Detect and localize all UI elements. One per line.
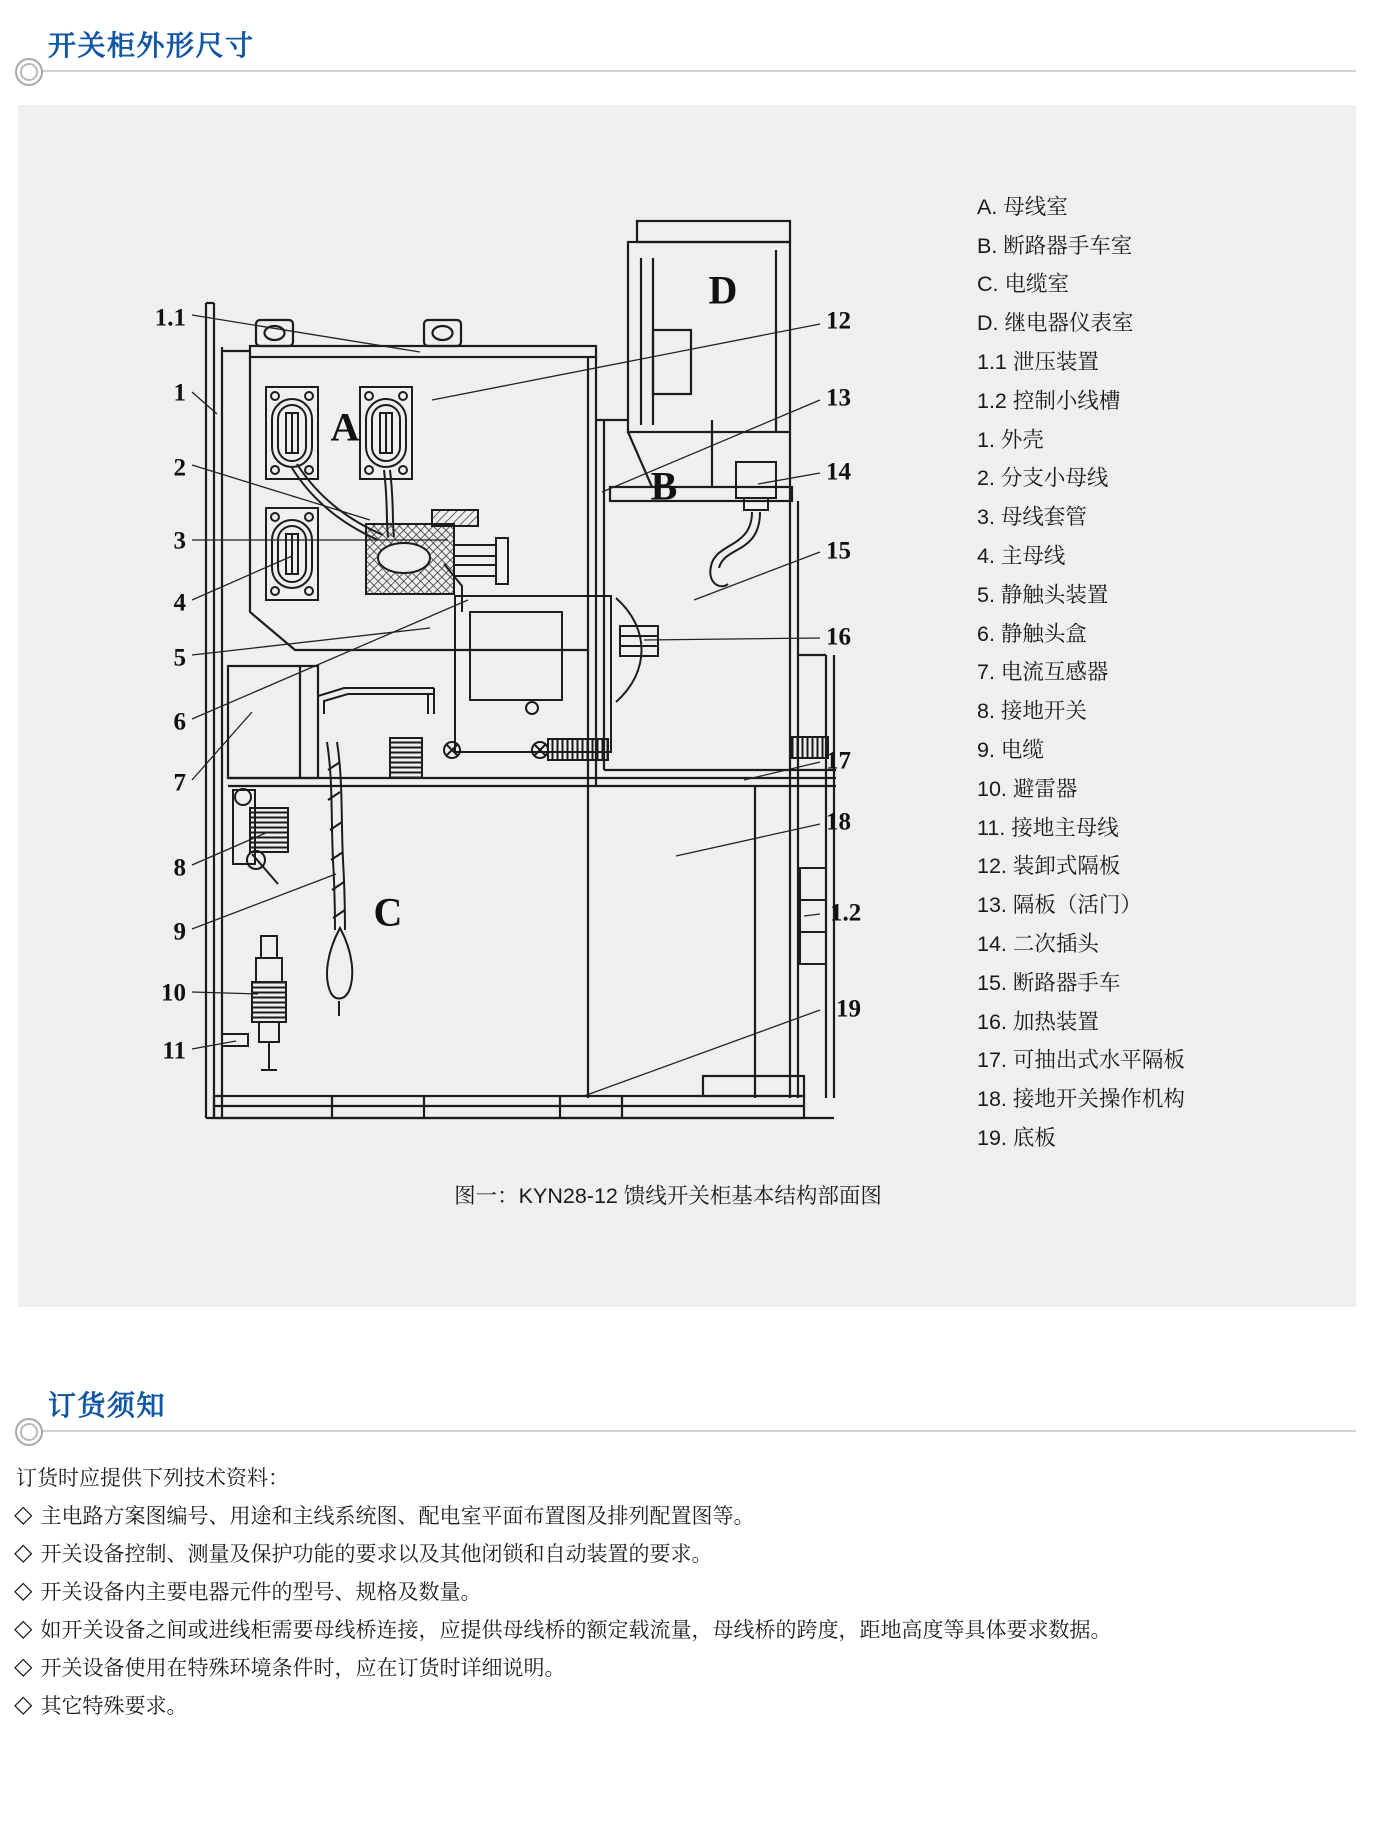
callout-9: 9: [173, 918, 186, 946]
callout-6: 6: [173, 708, 186, 736]
diamond-bullet-icon: ◇: [14, 1539, 33, 1566]
section-title-ordering: 订货须知: [48, 1390, 167, 1421]
legend-item: 13. 隔板（活门）: [977, 893, 1142, 918]
compartment-letter-c: C: [373, 889, 403, 935]
callout-12: 12: [826, 307, 851, 335]
callout-13: 13: [826, 384, 851, 412]
callout-11: 11: [162, 1037, 186, 1065]
callout-10: 10: [161, 979, 186, 1007]
legend-item: 19. 底板: [977, 1126, 1056, 1151]
callout-2: 2: [173, 454, 186, 482]
legend-item: 1.1 泄压装置: [977, 350, 1099, 375]
callout-15: 15: [826, 537, 851, 565]
section-title-dimensions: 开关柜外形尺寸: [48, 30, 255, 61]
compartment-letter-b: B: [650, 463, 678, 509]
legend-item: 2. 分支小母线: [977, 466, 1109, 491]
legend-item: C. 电缆室: [977, 272, 1069, 297]
ordering-item-text: 开关设备使用在特殊环境条件时，应在订货时详细说明。: [40, 1657, 566, 1680]
ordering-item: [14, 1652, 565, 1682]
legend-item: A. 母线室: [977, 194, 1068, 219]
callout-5: 5: [173, 644, 186, 672]
legend-item: 5. 静触头装置: [977, 582, 1109, 607]
legend-item: 11. 接地主母线: [977, 815, 1119, 840]
legend-item: 16. 加热装置: [977, 1009, 1099, 1034]
legend-item: 17. 可抽出式水平隔板: [977, 1048, 1185, 1073]
callout-14: 14: [826, 458, 851, 486]
ordering-item: [14, 1538, 712, 1568]
figure-panel: [18, 105, 1356, 1307]
legend-item: 3. 母线套管: [977, 505, 1087, 530]
legend-item: 14. 二次插头: [977, 932, 1099, 957]
internal-components: [222, 387, 828, 1070]
ordering-item-text: 开关设备内主要电器元件的型号、规格及数量。: [40, 1581, 482, 1604]
section-divider: [40, 70, 1356, 72]
diamond-bullet-icon: ◇: [14, 1577, 33, 1604]
cabinet-structure: [206, 221, 836, 1118]
figure-legend: [977, 186, 1347, 1156]
ordering-item-text: 如开关设备之间或进线柜需要母线桥连接，应提供母线桥的额定载流量，母线桥的跨度，距地高度等具体要求数据。: [40, 1619, 1112, 1642]
figure-caption: 图一：KYN28-12 馈线开关柜基本结构部面图: [454, 1184, 882, 1208]
callout-1: 1: [173, 379, 186, 407]
legend-item: D. 继电器仪表室: [977, 311, 1134, 336]
diamond-bullet-icon: ◇: [14, 1653, 33, 1680]
section-bullet-icon: [15, 58, 43, 86]
ordering-item-text: 其它特殊要求。: [40, 1695, 188, 1718]
diamond-bullet-icon: ◇: [14, 1615, 33, 1642]
ordering-item-text: 开关设备控制、测量及保护功能的要求以及其他闭锁和自动装置的要求。: [40, 1543, 713, 1566]
legend-item: 10. 避雷器: [977, 776, 1078, 801]
ordering-item: [14, 1500, 754, 1530]
ordering-item: [14, 1614, 1111, 1644]
diamond-bullet-icon: ◇: [14, 1691, 33, 1718]
legend-item: 1. 外壳: [977, 427, 1044, 452]
callout-18: 18: [826, 808, 851, 836]
ordering-item: [14, 1690, 187, 1720]
callout-19: 19: [836, 995, 861, 1023]
section-bullet-icon: [15, 1418, 43, 1446]
legend-item: 1.2 控制小线槽: [977, 388, 1121, 413]
legend-item: 7. 电流互感器: [977, 660, 1109, 685]
legend-item: 12. 装卸式隔板: [977, 854, 1121, 879]
callout-16: 16: [826, 623, 851, 651]
diamond-bullet-icon: ◇: [14, 1501, 33, 1528]
callout-17: 17: [826, 747, 851, 775]
callout-4: 4: [173, 589, 186, 617]
legend-item: 9. 电缆: [977, 738, 1044, 763]
legend-item: 8. 接地开关: [977, 699, 1087, 724]
legend-item: 18. 接地开关操作机构: [977, 1087, 1185, 1112]
callout-8: 8: [173, 854, 186, 882]
legend-item: 4. 主母线: [977, 544, 1066, 569]
section-divider: [40, 1430, 1356, 1432]
callout-3: 3: [173, 527, 186, 555]
ordering-intro: 订货时应提供下列技术资料：: [16, 1467, 289, 1490]
ordering-item-text: 主电路方案图编号、用途和主线系统图、配电室平面布置图及排列配置图等。: [40, 1505, 755, 1528]
compartment-letter-d: D: [708, 267, 738, 313]
callout-1-2: 1.2: [830, 899, 862, 927]
legend-item: 6. 静触头盒: [977, 621, 1087, 646]
callout-7: 7: [173, 769, 186, 797]
ordering-item: [14, 1576, 481, 1606]
legend-item: 15. 断路器手车: [977, 970, 1121, 995]
legend-item: B. 断路器手车室: [977, 233, 1133, 258]
compartment-letter-a: A: [330, 404, 360, 450]
callout-1-1: 1.1: [154, 304, 186, 332]
